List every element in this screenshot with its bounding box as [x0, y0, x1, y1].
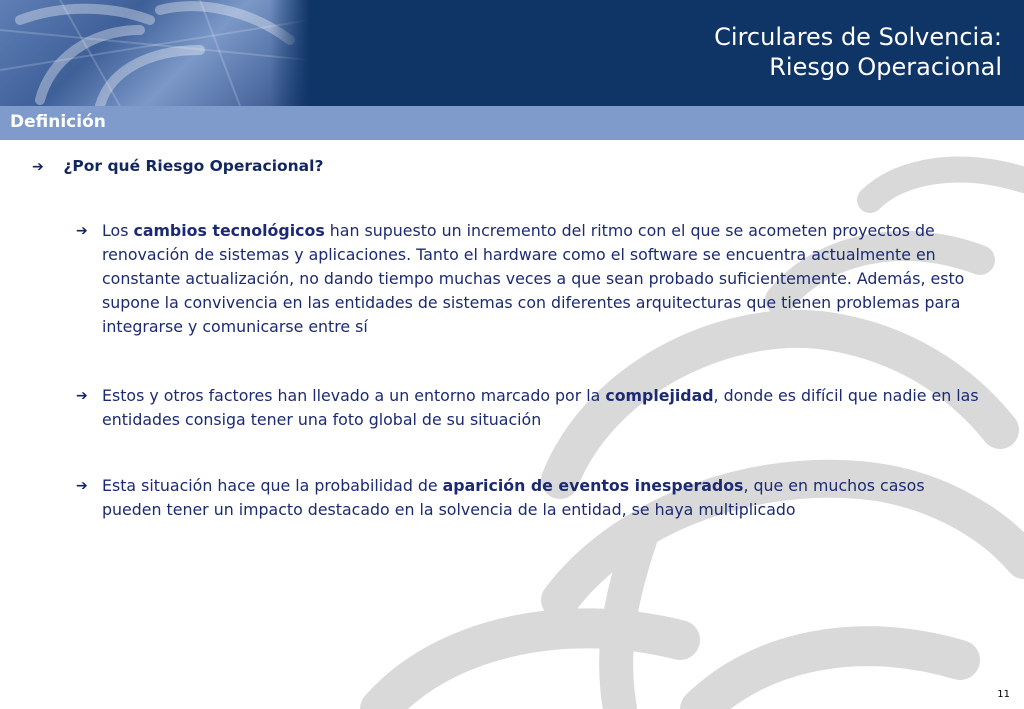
question-bullet: [32, 157, 323, 175]
title-line-1: Circulares de Solvencia:: [714, 23, 1002, 51]
arrow-bullet-icon: ➔: [76, 223, 88, 239]
title-line-2: Riesgo Operacional: [769, 53, 1002, 81]
bullet-item-3: [76, 474, 988, 522]
arrow-bullet-icon: ➔: [32, 159, 44, 175]
page-number: 11: [997, 689, 1010, 700]
arrow-bullet-icon: ➔: [76, 388, 88, 404]
question-text: ¿Por qué Riesgo Operacional?: [63, 157, 324, 175]
bullet-text-1: Los cambios tecnológicos han supuesto un incremento del ritmo con el que se acometen proyectos de renovación de sistemas y aplicaciones. Tanto el hardware como el software se encuentra actualmente en constante actualización, no dando tiempo muchas veces a que sean probado suficientemente. Además, esto supone la convivencia en las entidades de sistemas con diferentes arquitecturas que tienen problemas para integrarse y comunicarse entre sí: [102, 221, 965, 336]
section-title: Definición: [10, 112, 106, 132]
arrow-bullet-icon: ➔: [76, 478, 88, 494]
bullet-item-2: [76, 384, 988, 432]
bullet-text-3: Esta situación hace que la probabilidad de aparición de eventos inesperados, que en muchos casos pueden tener un impacto destacado en la solvencia de la entidad, se haya multiplicado: [102, 476, 925, 519]
bullet-text-2: Estos y otros factores han llevado a un entorno marcado por la complejidad, donde es difícil que nadie en las entidades consiga tener una foto global de su situación: [102, 386, 979, 429]
bullet-item-1: [76, 219, 988, 339]
